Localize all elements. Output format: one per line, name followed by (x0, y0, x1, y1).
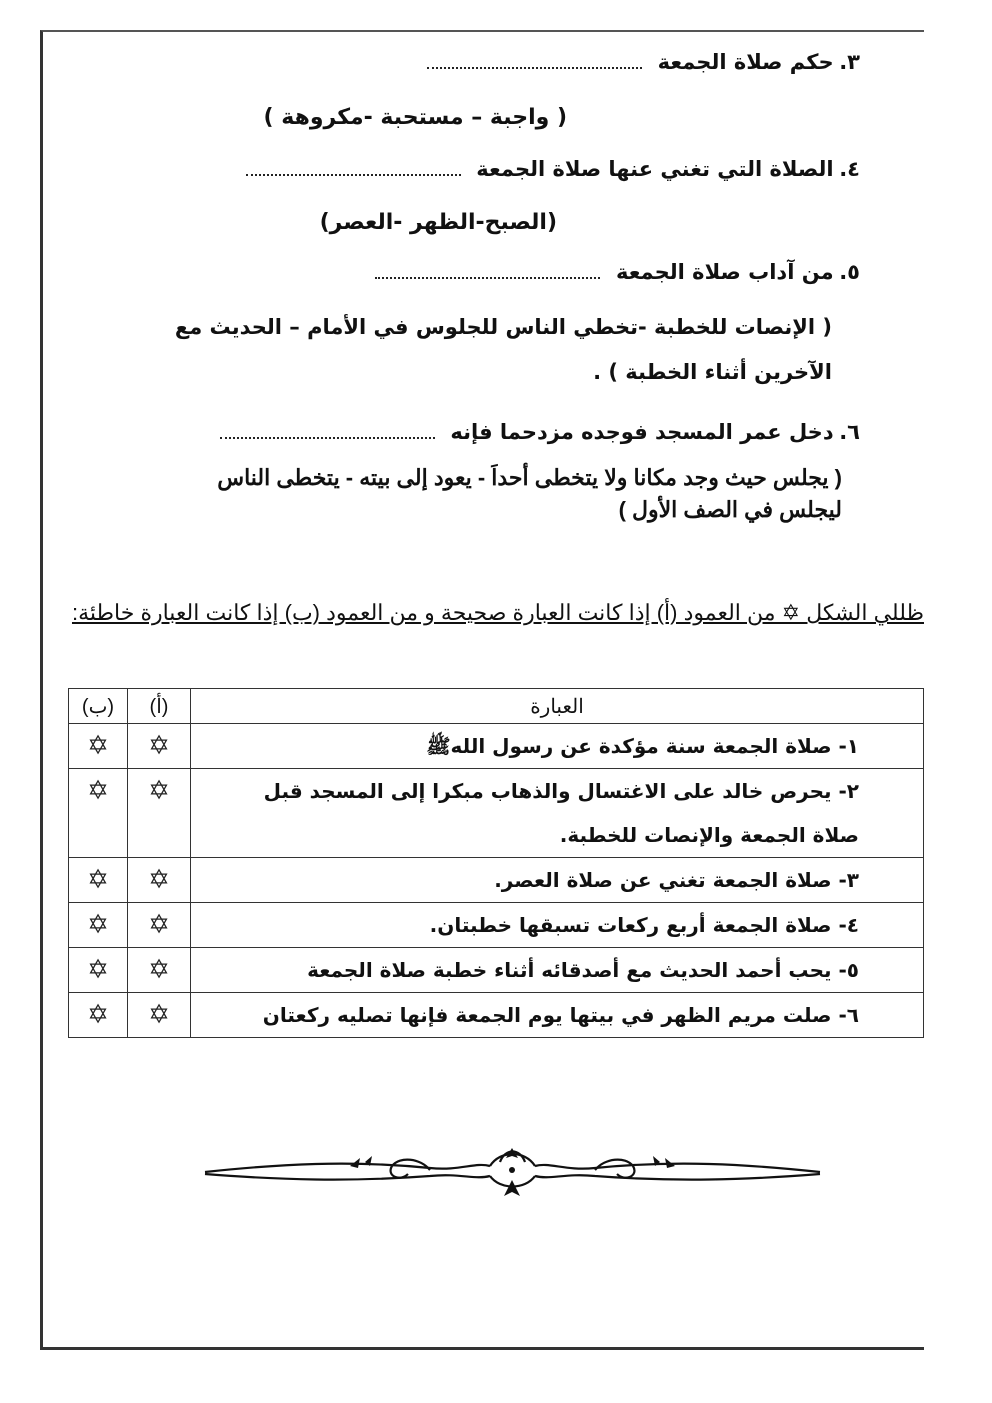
answer-a-cell (128, 993, 191, 1038)
statement-cell: ٢- يحرص خالد على الاغتسال والذهاب مبكرا إلى المسجد قبل صلاة الجمعة والإنصات للخطبة. (191, 769, 924, 858)
table-row (69, 769, 924, 858)
table-row (69, 993, 924, 1038)
statement-cell: ١- صلاة الجمعة سنة مؤكدة عن رسول اللهﷺ (191, 724, 924, 769)
table-row (69, 724, 924, 769)
table-row (69, 858, 924, 903)
question-3-options: ( واجبة – مستحبة -مكروهة ) (263, 105, 567, 130)
star-shape-icon[interactable]: ✡ (148, 955, 170, 985)
answer-a-cell (128, 948, 191, 993)
star-shape-icon[interactable]: ✡ (87, 776, 109, 806)
answer-b-cell (69, 903, 128, 948)
answer-a-cell (128, 903, 191, 948)
star-shape-icon[interactable]: ✡ (148, 731, 170, 761)
section-instruction: ظللي الشكل ✡ من العمود (أ) إذا كانت العبارة صحيحة و من العمود (ب) إذا كانت العبارة خاطئة: (71, 600, 924, 625)
answer-a-cell (128, 724, 191, 769)
options-line-1: ( الإنصات للخطبة -تخطي الناس للجلوس في الأمام – الحديث مع (174, 315, 832, 339)
statement-cell: ٥- يحب أحمد الحديث مع أصدقائه أثناء خطبة صلاة الجمعة (191, 948, 924, 993)
answer-a-cell (128, 769, 191, 858)
decorative-divider-ornament (200, 1140, 825, 1200)
table-row (69, 903, 924, 948)
answer-b-cell (69, 858, 128, 903)
table-header-row (69, 689, 924, 724)
answer-b-cell (69, 948, 128, 993)
answer-b-cell (69, 993, 128, 1038)
options-line-1: ( يجلس حيث وجد مكانا ولا يتخطى أحداَ - يعود إلى بيته - يتخطى الناس (217, 465, 842, 490)
star-shape-icon[interactable]: ✡ (87, 910, 109, 940)
header-column-b: (ب) (69, 689, 128, 724)
question-number: ٣. (839, 50, 860, 74)
answer-blank[interactable] (375, 276, 600, 279)
right-edge (924, 0, 992, 1403)
question-4 (246, 157, 860, 181)
star-shape-icon[interactable]: ✡ (87, 1000, 109, 1030)
star-shape-icon[interactable]: ✡ (87, 865, 109, 895)
star-shape-icon[interactable]: ✡ (148, 1000, 170, 1030)
options-line-2: ليجلس في الصف الأول ) (618, 497, 842, 522)
star-shape-icon[interactable]: ✡ (148, 865, 170, 895)
answer-blank[interactable] (427, 66, 642, 69)
star-shape-icon[interactable]: ✡ (87, 955, 109, 985)
statement-cell: ٤- صلاة الجمعة أربع ركعات تسبقها خطبتان. (191, 903, 924, 948)
answer-b-cell (69, 724, 128, 769)
statement-cell: ٣- صلاة الجمعة تغني عن صلاة العصر. (191, 858, 924, 903)
question-text: الصلاة التي تغني عنها صلاة الجمعة (476, 157, 834, 181)
question-6 (220, 420, 860, 444)
question-5-options (102, 305, 832, 395)
question-5 (375, 260, 860, 284)
statement-cell: ٦- صلت مريم الظهر في بيتها يوم الجمعة فإنها تصليه ركعتان (191, 993, 924, 1038)
answer-b-cell (69, 769, 128, 858)
question-text: حكم صلاة الجمعة (657, 50, 834, 74)
star-shape-icon[interactable]: ✡ (148, 910, 170, 940)
header-column-a: (أ) (128, 689, 191, 724)
question-6-options (102, 462, 842, 526)
question-number: ٤. (839, 157, 860, 181)
table-row (69, 948, 924, 993)
star-shape-icon[interactable]: ✡ (148, 776, 170, 806)
question-text: من آداب صلاة الجمعة (615, 260, 834, 284)
answer-blank[interactable] (220, 436, 435, 439)
question-number: ٥. (839, 260, 860, 284)
question-text: دخل عمر المسجد فوجده مزدحما فإنه (450, 420, 834, 444)
star-shape-icon[interactable]: ✡ (87, 731, 109, 761)
header-statement: العبارة (191, 689, 924, 724)
question-number: ٦. (839, 420, 860, 444)
true-false-table (68, 688, 924, 1038)
question-4-options: (الصبح-الظهر -العصر) (319, 210, 557, 235)
answer-a-cell (128, 858, 191, 903)
options-line-2: الآخرين أثناء الخطبة ) . (593, 360, 832, 384)
answer-blank[interactable] (246, 173, 461, 176)
question-3 (427, 50, 860, 74)
